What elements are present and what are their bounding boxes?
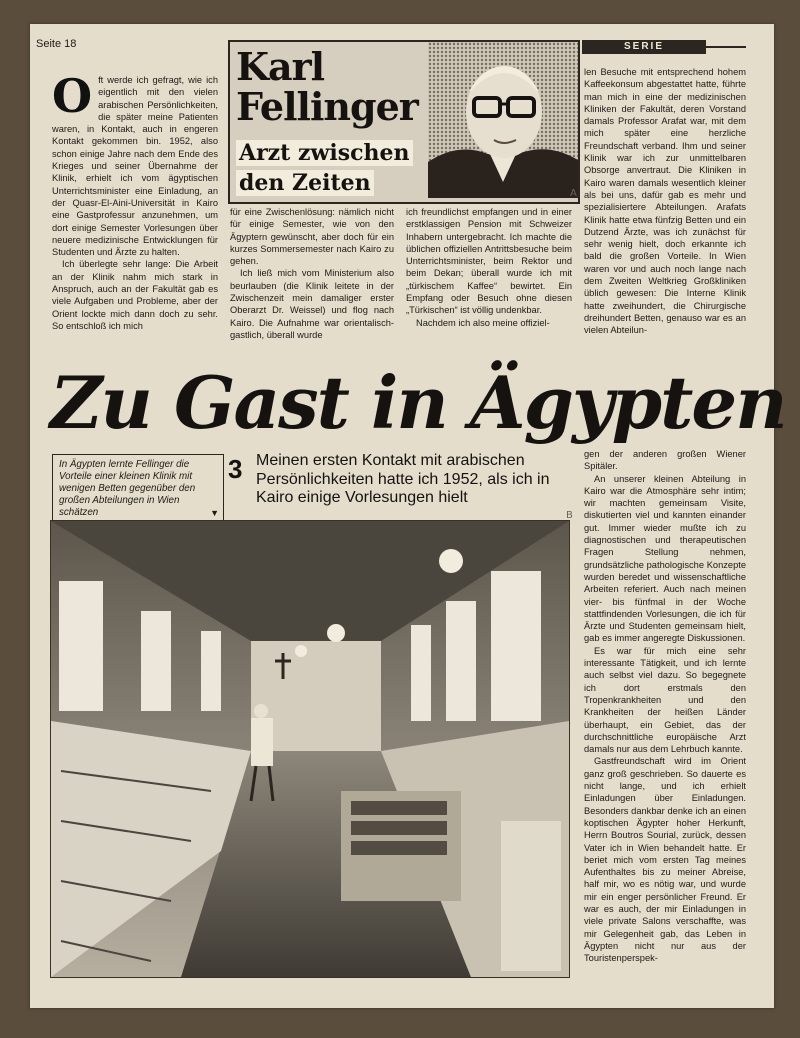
series-rule [706, 46, 746, 48]
article-column-2 [230, 206, 394, 341]
subtitle-line-1: Arzt zwischen [236, 140, 413, 166]
subtitle-line-2: den Zeiten [236, 170, 374, 196]
article-paragraph: für eine Zwischenlösung: nämlich nicht für einige Semester, wie von den Ägyptern gewünscht, aber doch für ein kurzes Sommersemester nach Kairo zu gehen. [230, 207, 394, 267]
article-paragraph: ft werde ich gefragt, wie ich eigentlich mit den vielen arabischen Persönlichkeiten, die später meine Patienten waren, in Kontakt, auch in engeren Kontakt gekommen bin. 1952, also schon einige Jahre nach dem Ende des Krieges und seiner Übernahme der Klinik, erhielt ich vom ägyptischen Unterrichtsminister eine Einladung, an der Quasr-El-Aini-Universität in Kairo eine Gastprofessur anzunehmen, um dort einige Semester Vorlesungen über neuere medizinische Entwicklungen für Studenten und Ärzte zu halten. [52, 75, 218, 258]
caption-arrow-icon: ▼ [210, 508, 219, 518]
article-paragraph: Es war für mich eine sehr interessante Tätigkeit, und ich lernte auch selbst viel dazu. So begegnete ich dort erstmals den Tropenkrankheiten und den Krankheiten der heißen Länder überhaupt, ein Gebiet, das der durchschnittliche europäische Arzt damals nur aus dem Lehrbuch kannte. [584, 645, 746, 755]
pencil-mark-b: B [566, 510, 573, 521]
article-paragraph: Nachdem ich also meine offiziel- [416, 317, 550, 328]
portrait-photo [428, 42, 578, 198]
name-line-2: Fellinger [236, 84, 418, 129]
page-number: Seite 18 [36, 38, 77, 50]
article-column-4-top [584, 66, 746, 337]
hospital-ward-photo [50, 520, 570, 978]
chapter-number: 3 [228, 454, 243, 484]
article-column-3 [406, 206, 572, 329]
article-column-4-bottom [584, 448, 746, 964]
hospital-ward-image [51, 521, 569, 977]
series-label: SERIE [582, 40, 706, 54]
article-paragraph: An unserer kleinen Abteilung in Kairo war die Atmosphäre sehr intim; wir machten gemeinsam Visite, diskutierten viel und kannten einander gut. Immer wieder mußte ich zu diagnostischen und therapeutischen Fragen Stellung nehmen, grundsätzliche pathologische Konzepte wurden beredet und wissenschaftliche Arbeiten referiert. Auch nach meinen vier- bis fünfmal in der Woche stattfindenden Vorlesungen, die ich für Ärzte und Studenten gemeinsam hielt, gab es immer angeregte Diskussionen. [584, 473, 746, 644]
article-paragraph: len Besuche mit entsprechend hohem Kaffeekonsum abgestattet hatte, führte man mich in eine der medizinischen Kliniken der Fakultät, deren Vorstand damals Professor Arafat war, mit dem mich später eine herzliche Freundschaft verband. Ihm und seiner Klinik war ich zur unmittelbaren Obsorge anvertraut. Die Kliniken in Kairo waren damals wesentlich kleiner als bei uns, dafür gab es mehr und spezialisiertere Abteilungen. Arafats Klinik hatte etwa fünfzig Betten und ein Dutzend Ärzte, was ich zunächst für sehr wenig hielt, doch erkannte ich bald die großen Vorteile. In Wien waren vor und auch noch lange nach dem Zweiten Weltkrieg Großkliniken üblich gewesen: Die Interne Klinik hatte zweihundert, die Chirurgische dreihundert Betten, genauso war es an vielen Abteilun- [584, 67, 746, 336]
photo-caption-text: In Ägypten lernte Fellinger die Vorteile einer kleinen Klinik mit wenigen Betten gegenüber den großen Abteilungen in Wien schätzen [59, 459, 196, 518]
article-paragraph: Ich überlegte sehr lange: Die Arbeit an der Klinik nahm mich stark in Anspruch, auch an der Fakultät gab es viele Aufgaben und Probleme, aber der Orient lockte mich dann doch zu sehr. So entschloß ich mich [52, 259, 218, 331]
title-box [228, 40, 580, 204]
article-column-1 [52, 69, 218, 332]
subheadline: Meinen ersten Kontakt mit arabischen Persönlichkeiten hatte ich 1952, als ich in Kairo einige Vorlesungen hielt [256, 452, 550, 506]
headline: Zu Gast in Ägypten [50, 360, 786, 445]
article-paragraph: Gastfreundschaft wird im Orient ganz groß geschrieben. So dauerte es nicht lange, und ich erhielt Einladungen über Einladungen. Besonders dankbar denke ich an einen koptischen Ägypter hoher Herkunft, Herrn Boutros Sourial, zurück, dessen Vater ich in Wien behandelt hatte. Er beriet mich vom ersten Tag meines Aufenthaltes bis zu meiner Abreise, half mir, wo es nötig war, und wurde mir ein enger persönlicher Freund. Er war es auch, der mir Einladungen in viele private Salons verschaffte, was mir Gelegenheit gab, das Leben in Ägypten nicht nur aus der Touristenperspek- [584, 756, 746, 964]
article-paragraph: ich freundlichst empfangen und in einer erstklassigen Pension mit Schweizer Inhabern untergebracht. Ich machte die üblichen offiziellen Antrittsbesuche beim Unterrichtsminister, beim Rektor und beim Dekan; überall wurde ich mit „türkischem Kaffee“ bewirtet. Ein Empfang oder Besuch ohne diesen „Türkischen“ ist völlig undenkbar. [406, 207, 572, 316]
photo-caption [52, 454, 224, 522]
pencil-mark-a: A [570, 188, 577, 199]
article-paragraph: Ich ließ mich vom Ministerium also beurlauben (die Klinik leitete in der Zwischenzeit mein damaliger erster Oberarzt Dr. Weissel) und flog nach Kairo. Die Aufnahme war orientalisch-gastlich, überall wurde [230, 268, 394, 340]
dropcap: O [52, 69, 93, 123]
name-line-1: Karl [236, 44, 325, 89]
article-paragraph: gen der anderen großen Wiener Spitäler. [584, 449, 746, 472]
